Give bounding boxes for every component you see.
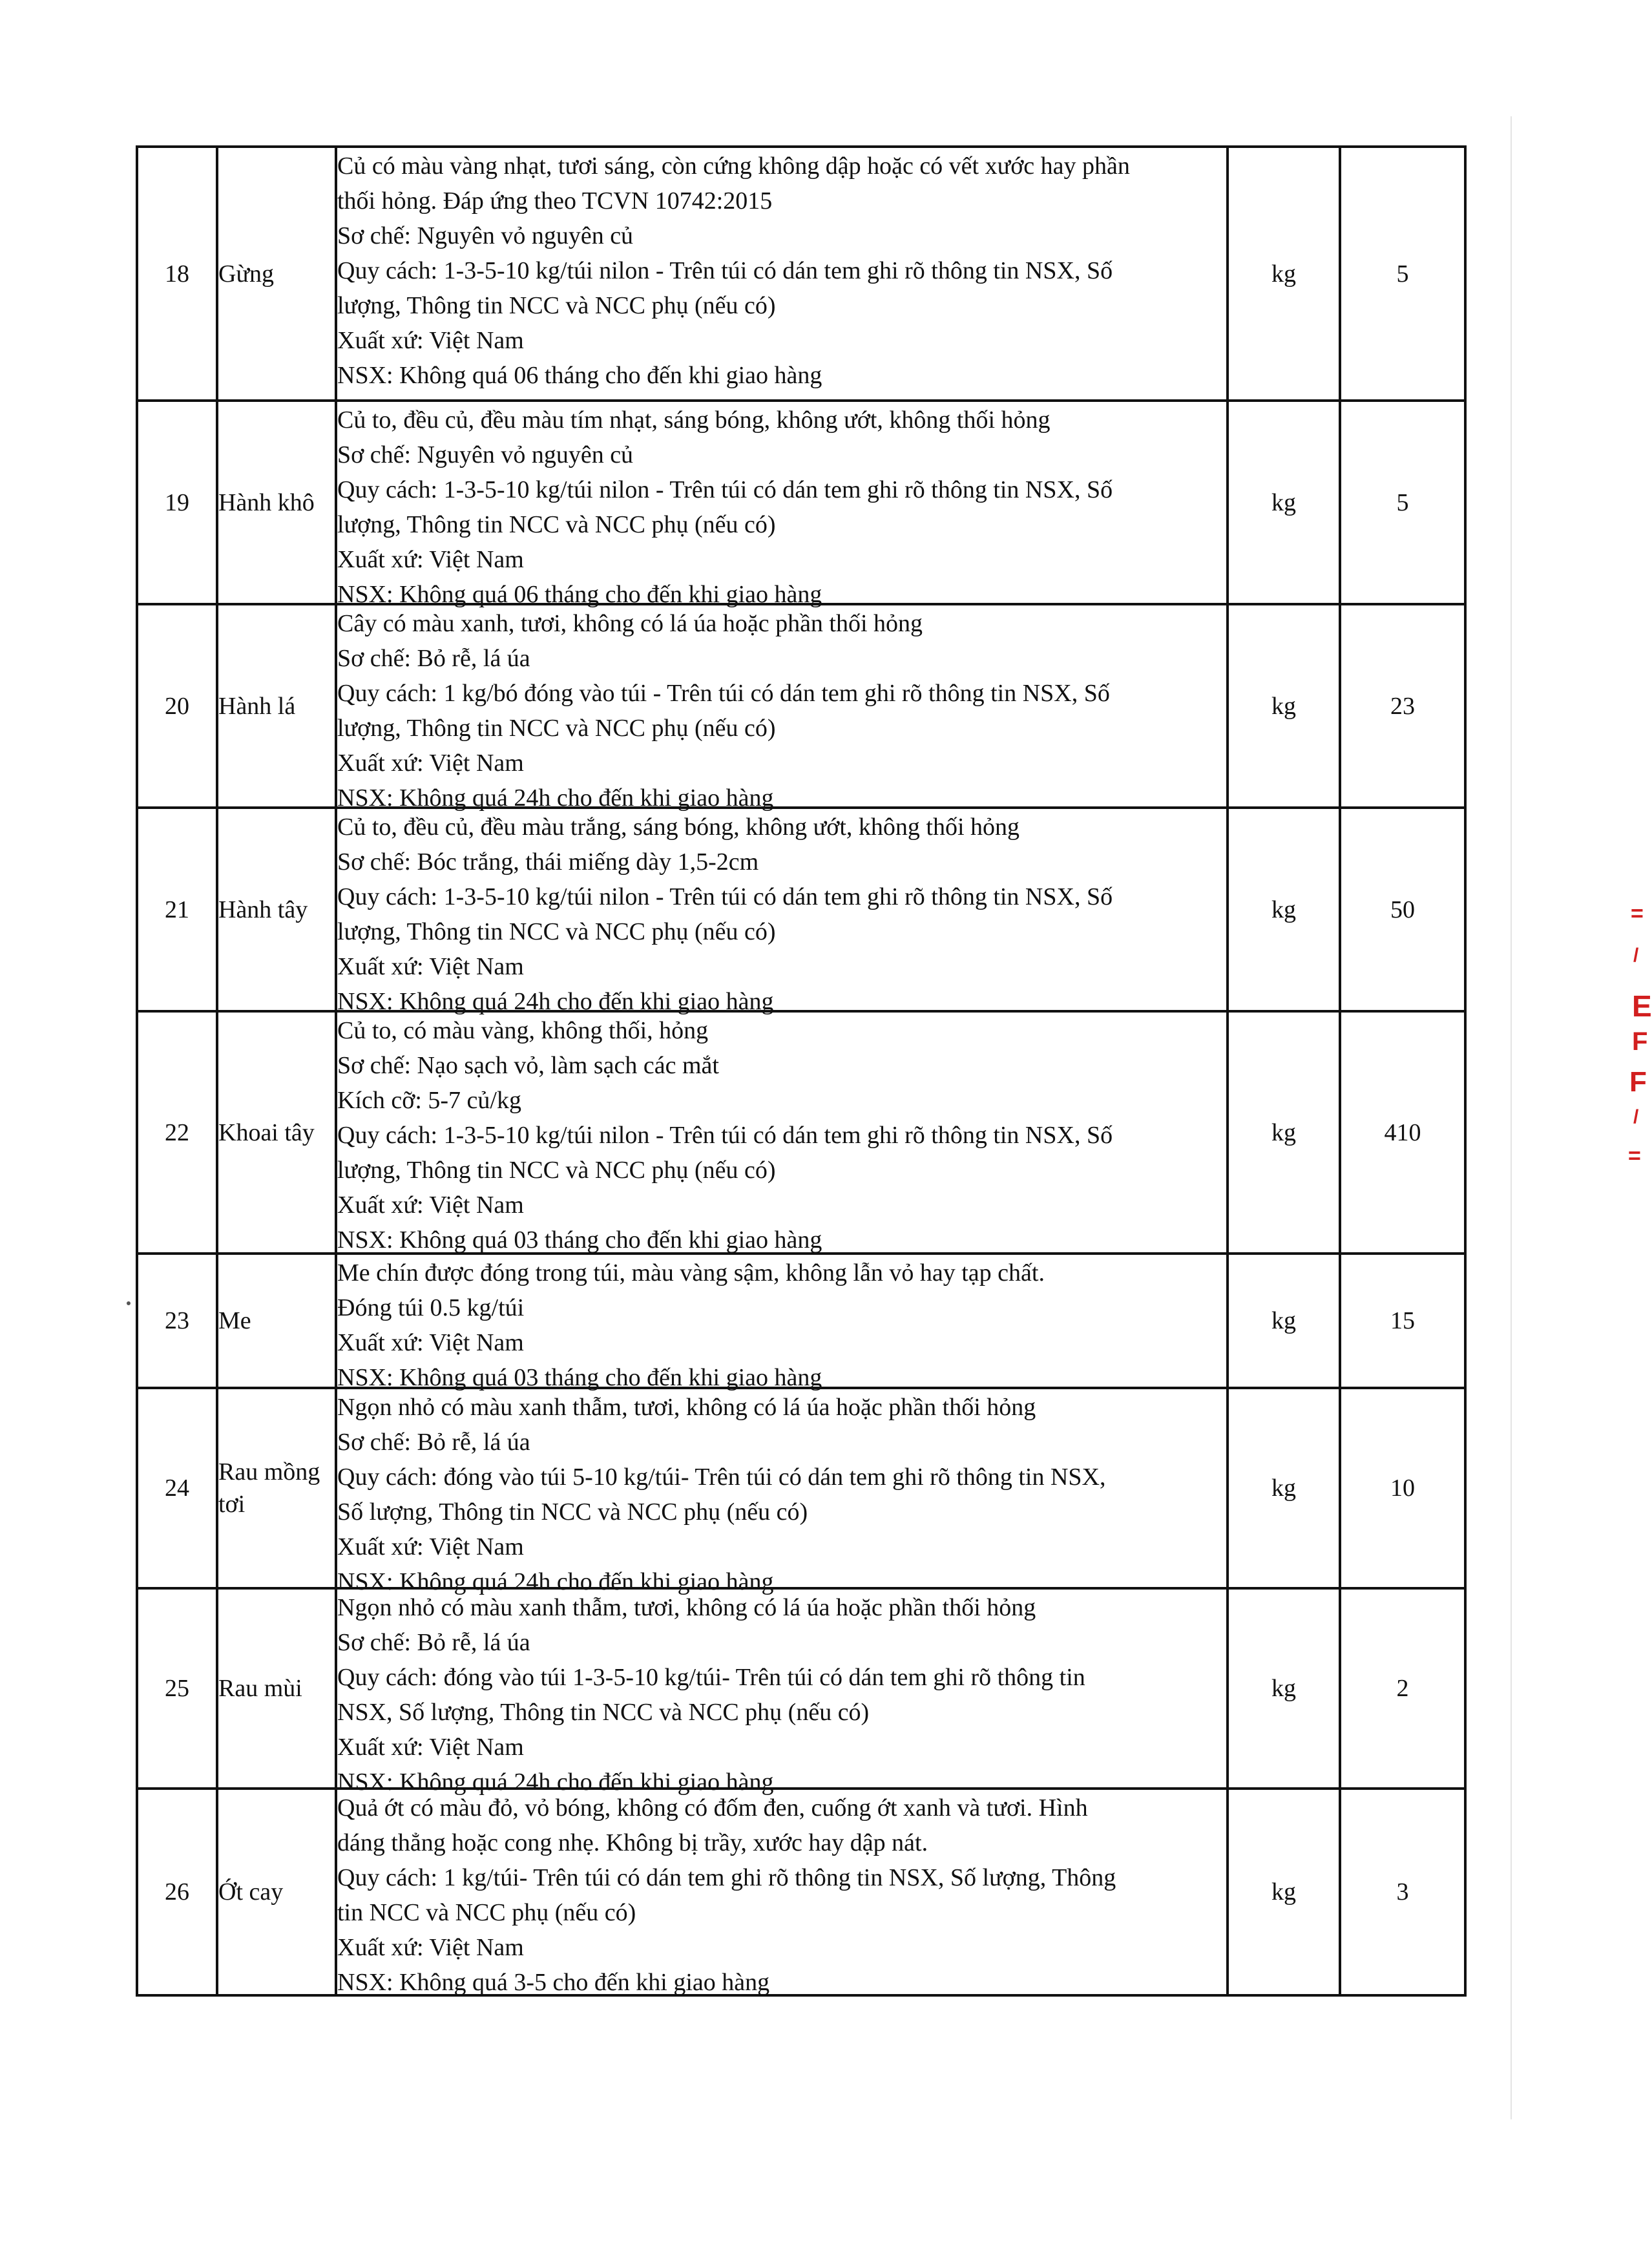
description-line: Sơ chế: Bỏ rễ, lá úa <box>337 1629 530 1656</box>
table-body <box>137 147 1465 1995</box>
table-row <box>137 1011 1465 1254</box>
stamp-fragment: / <box>1633 1106 1639 1128</box>
quantity: 410 <box>1340 1011 1465 1254</box>
unit: kg <box>1228 1588 1340 1789</box>
description-line: Củ to, đều củ, đều màu tím nhạt, sáng bóng, không ướt, không thối hỏng <box>337 406 1051 434</box>
description-line: Sơ chế: Bỏ rễ, lá úa <box>337 1429 530 1456</box>
description-line: Cây có màu xanh, tươi, không có lá úa hoặc phần thối hỏng <box>337 610 923 637</box>
quantity: 2 <box>1340 1588 1465 1789</box>
unit: kg <box>1228 147 1340 401</box>
description-line: Xuất xứ: Việt Nam <box>337 1192 524 1219</box>
stamp-fragment: / <box>1633 945 1639 966</box>
product-name: Hành lá <box>217 604 336 808</box>
product-description <box>336 1254 1228 1391</box>
product-description <box>336 808 1228 1015</box>
description-line: Đóng túi 0.5 kg/túi <box>337 1294 525 1321</box>
description-line: dáng thẳng hoặc cong nhẹ. Không bị trầy, xước hay dập nát. <box>337 1829 928 1856</box>
description-line: NSX: Không quá 24h cho đến khi giao hàng <box>337 1769 774 1796</box>
product-name: Hành khô <box>217 401 336 604</box>
table-row <box>137 401 1465 604</box>
product-description <box>336 1011 1228 1254</box>
description-line: Củ to, có màu vàng, không thối, hỏng <box>337 1017 709 1044</box>
quantity: 3 <box>1340 1789 1465 1995</box>
description-line: Sơ chế: Nạo sạch vỏ, làm sạch các mắt <box>337 1052 719 1079</box>
unit: kg <box>1228 401 1340 604</box>
scan-speck <box>127 1301 131 1305</box>
product-description <box>336 604 1228 812</box>
row-number: 21 <box>137 808 217 1011</box>
description-line: thối hỏng. Đáp ứng theo TCVN 10742:2015 <box>337 187 773 215</box>
description-line: NSX: Không quá 24h cho đến khi giao hàng <box>337 988 774 1015</box>
description-line: Ngọn nhỏ có màu xanh thẫm, tươi, không có lá úa hoặc phần thối hỏng <box>337 1594 1036 1621</box>
unit: kg <box>1228 1388 1340 1588</box>
row-number: 25 <box>137 1588 217 1789</box>
description-line: Số lượng, Thông tin NCC và NCC phụ (nếu có) <box>337 1498 808 1526</box>
row-number: 18 <box>137 147 217 401</box>
description-line: lượng, Thông tin NCC và NCC phụ (nếu có) <box>337 292 776 319</box>
table-row <box>137 1789 1465 1995</box>
description-line: NSX: Không quá 06 tháng cho đến khi giao hàng <box>337 581 822 608</box>
product-description <box>336 401 1228 608</box>
description-line: NSX, Số lượng, Thông tin NCC và NCC phụ (nếu có) <box>337 1699 870 1726</box>
description-line: NSX: Không quá 3-5 cho đến khi giao hàng <box>337 1969 770 1996</box>
description-line: Quy cách: 1-3-5-10 kg/túi nilon - Trên túi có dán tem ghi rõ thông tin NSX, Số <box>337 476 1113 503</box>
row-number: 24 <box>137 1388 217 1588</box>
description-line: Quả ớt có màu đỏ, vỏ bóng, không có đốm đen, cuống ớt xanh và tươi. Hình <box>337 1794 1088 1822</box>
description-line: NSX: Không quá 24h cho đến khi giao hàng <box>337 784 774 812</box>
description-line: NSX: Không quá 06 tháng cho đến khi giao hàng <box>337 362 822 389</box>
description-line: NSX: Không quá 03 tháng cho đến khi giao hàng <box>337 1364 822 1391</box>
product-description <box>336 1388 1228 1595</box>
description-line: Me chín được đóng trong túi, màu vàng sậm, không lẫn vỏ hay tạp chất. <box>337 1259 1045 1286</box>
description-line: tin NCC và NCC phụ (nếu có) <box>337 1899 636 1926</box>
product-name: Khoai tây <box>217 1011 336 1254</box>
row-number: 26 <box>137 1789 217 1995</box>
stamp-fragment: F <box>1632 1027 1648 1056</box>
description-line: Củ có màu vàng nhạt, tươi sáng, còn cứng không dập hoặc có vết xước hay phần <box>337 152 1130 180</box>
description-line: lượng, Thông tin NCC và NCC phụ (nếu có) <box>337 1157 776 1184</box>
description-line: NSX: Không quá 03 tháng cho đến khi giao hàng <box>337 1226 822 1254</box>
stamp-fragment: F <box>1629 1066 1647 1098</box>
quantity: 5 <box>1340 147 1465 401</box>
description-line: Xuất xứ: Việt Nam <box>337 546 524 573</box>
stamp-fragment: = <box>1628 1144 1641 1168</box>
quantity: 5 <box>1340 401 1465 604</box>
table-row <box>137 147 1465 401</box>
row-number: 22 <box>137 1011 217 1254</box>
quantity: 15 <box>1340 1254 1465 1388</box>
quantity: 50 <box>1340 808 1465 1011</box>
product-name: Ớt cay <box>217 1789 336 1995</box>
product-name: Rau mùi <box>217 1588 336 1789</box>
product-name: Gừng <box>217 147 336 401</box>
table-row <box>137 1588 1465 1789</box>
product-name: Me <box>217 1254 336 1388</box>
description-line: Quy cách: 1-3-5-10 kg/túi nilon - Trên túi có dán tem ghi rõ thông tin NSX, Số <box>337 883 1113 910</box>
description-line: lượng, Thông tin NCC và NCC phụ (nếu có) <box>337 715 776 742</box>
description-line: Sơ chế: Bỏ rễ, lá úa <box>337 645 530 672</box>
description-line: Sơ chế: Bóc trắng, thái miếng dày 1,5-2cm <box>337 848 759 876</box>
description-line: Quy cách: 1 kg/bó đóng vào túi - Trên túi có dán tem ghi rõ thông tin NSX, Số <box>337 680 1110 707</box>
product-name: Hành tây <box>217 808 336 1011</box>
description-line: Sơ chế: Nguyên vỏ nguyên củ <box>337 222 634 249</box>
description-line: Xuất xứ: Việt Nam <box>337 750 524 777</box>
product-description <box>336 1588 1228 1796</box>
stamp-fragment: = <box>1631 901 1644 926</box>
description-line: Xuất xứ: Việt Nam <box>337 1533 524 1560</box>
description-line: Kích cỡ: 5-7 củ/kg <box>337 1087 521 1114</box>
unit: kg <box>1228 808 1340 1011</box>
description-line: NSX: Không quá 24h cho đến khi giao hàng <box>337 1568 774 1595</box>
description-line: Củ to, đều củ, đều màu trắng, sáng bóng, không ướt, không thối hỏng <box>337 814 1020 841</box>
row-number: 20 <box>137 604 217 808</box>
description-line: Xuất xứ: Việt Nam <box>337 953 524 980</box>
product-description <box>336 1789 1228 1995</box>
stamp-fragment: E <box>1632 989 1652 1023</box>
table-row <box>137 1388 1465 1588</box>
row-number: 23 <box>137 1254 217 1388</box>
description-line: Xuất xứ: Việt Nam <box>337 1329 524 1356</box>
description-line: Sơ chế: Nguyên vỏ nguyên củ <box>337 441 634 468</box>
description-line: Xuất xứ: Việt Nam <box>337 1934 524 1961</box>
description-line: Quy cách: 1-3-5-10 kg/túi nilon - Trên túi có dán tem ghi rõ thông tin NSX, Số <box>337 1122 1113 1149</box>
product-name: Rau mồng tơi <box>217 1388 336 1588</box>
table-row <box>137 1254 1465 1388</box>
product-description <box>336 147 1228 401</box>
description-line: Quy cách: đóng vào túi 1-3-5-10 kg/túi- Trên túi có dán tem ghi rõ thông tin <box>337 1664 1085 1691</box>
description-line: Ngọn nhỏ có màu xanh thẫm, tươi, không có lá úa hoặc phần thối hỏng <box>337 1394 1036 1421</box>
description-line: Quy cách: 1-3-5-10 kg/túi nilon - Trên túi có dán tem ghi rõ thông tin NSX, Số <box>337 257 1113 284</box>
product-spec-table <box>136 145 1467 1997</box>
unit: kg <box>1228 1789 1340 1995</box>
quantity: 23 <box>1340 604 1465 808</box>
description-line: lượng, Thông tin NCC và NCC phụ (nếu có) <box>337 918 776 945</box>
description-line: Quy cách: 1 kg/túi- Trên túi có dán tem ghi rõ thông tin NSX, Số lượng, Thông <box>337 1864 1116 1891</box>
row-number: 19 <box>137 401 217 604</box>
description-line: Quy cách: đóng vào túi 5-10 kg/túi- Trên túi có dán tem ghi rõ thông tin NSX, <box>337 1464 1106 1491</box>
scan-edge-line <box>1511 116 1512 2119</box>
quantity: 10 <box>1340 1388 1465 1588</box>
description-line: Xuất xứ: Việt Nam <box>337 1734 524 1761</box>
description-line: Xuất xứ: Việt Nam <box>337 327 524 354</box>
unit: kg <box>1228 1254 1340 1388</box>
unit: kg <box>1228 604 1340 808</box>
unit: kg <box>1228 1011 1340 1254</box>
table-row <box>137 604 1465 808</box>
description-line: lượng, Thông tin NCC và NCC phụ (nếu có) <box>337 511 776 538</box>
table-row <box>137 808 1465 1011</box>
